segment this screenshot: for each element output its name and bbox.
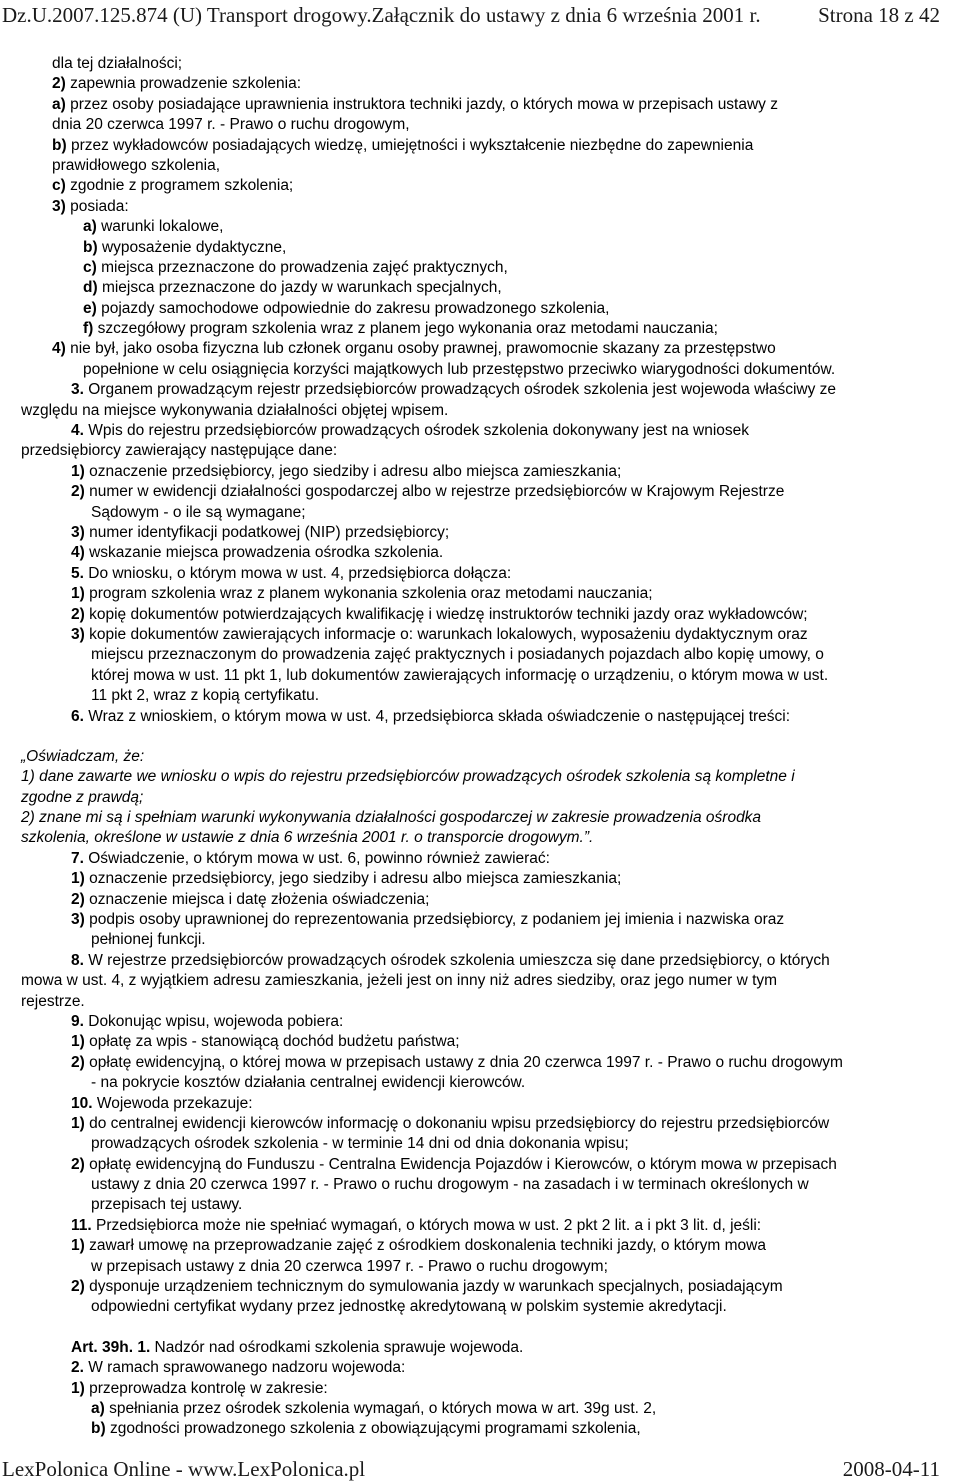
text-line — [21, 1012, 957, 1032]
line-text: opłatę ewidencyjną, o której mowa w przepisach ustawy z dnia 20 czerwca 1997 r. - Prawo o ruchu drogowym — [84, 1053, 843, 1071]
page-header — [2, 0, 940, 32]
page-number: Strona 18 z 42 — [818, 3, 940, 27]
text-line — [21, 564, 957, 584]
line-text: przepisach tej ustawy. — [91, 1196, 243, 1214]
line-text: przez osoby posiadające uprawnienia instruktora techniki jazdy, o których mowa w przepisach ustawy z — [65, 95, 778, 113]
line-text: popełnione w celu osiągnięcia korzyści majątkowych lub przestępstwo przeciwko wiarygodności dokumentów. — [83, 360, 836, 378]
line-text: opłatę za wpis - stanowiącą dochód budżetu państwa; — [84, 1033, 460, 1051]
line-text: oznaczenie miejsca i datę złożenia oświadczenia; — [84, 890, 430, 908]
text-line — [21, 74, 957, 94]
line-text: miejscu przeznaczonym do prowadzenia zajęć praktycznych i posiadanych pojazdach albo kopię umowy, o — [91, 646, 824, 664]
line-text: zgodnie z programem szkolenia; — [65, 177, 294, 195]
text-line — [21, 1236, 957, 1256]
item-number: 3) — [71, 625, 85, 643]
item-number: 2) — [71, 483, 85, 501]
line-text: zgodności prowadzonego szkolenia z obowiązującymi programami szkolenia, — [105, 1420, 641, 1438]
text-line — [21, 869, 957, 889]
text-line — [21, 1216, 957, 1236]
item-number: 1) — [71, 1237, 85, 1255]
text-line — [21, 1134, 957, 1154]
item-number: 3. — [71, 381, 84, 399]
text-line — [21, 686, 957, 706]
text-line — [21, 788, 957, 808]
item-number: 3) — [52, 197, 66, 215]
text-line — [21, 278, 957, 298]
text-line — [21, 747, 957, 767]
item-number: c) — [52, 177, 66, 195]
line-text: względu na miejsce wykonywania działalności objętej wpisem. — [21, 401, 449, 419]
text-line — [21, 197, 957, 217]
text-line — [21, 482, 957, 502]
text-line — [21, 1053, 957, 1073]
text-line — [21, 339, 957, 359]
text-line — [21, 1175, 957, 1195]
text-line — [21, 910, 957, 930]
line-text: nie był, jako osoba fizyczna lub członek organu osoby prawnej, prawomocnie skazany za przestępstwo — [65, 340, 776, 358]
text-line — [21, 258, 957, 278]
line-text: 2) znane mi są i spełniam warunki wykonywania działalności gospodarczej w zakresie prowadzenia ośrodka — [21, 809, 762, 827]
item-number: 5. — [71, 564, 84, 582]
line-text: Przedsiębiorca może nie spełniać wymagań, o których mowa w ust. 2 pkt 2 lit. a i pkt 3 lit. d, jeśli: — [91, 1216, 762, 1234]
text-line — [21, 299, 957, 319]
item-number: 1) — [71, 1379, 85, 1397]
item-number: 2) — [71, 605, 85, 623]
text-line — [21, 421, 957, 441]
item-number: 2) — [71, 1155, 85, 1173]
line-text: „Oświadczam, że: — [21, 747, 145, 765]
line-text: ustawy z dnia 20 czerwca 1997 r. - Prawo o ruchu drogowym - na zasadach i w terminach określonych w — [91, 1176, 809, 1194]
line-text: oznaczenie przedsiębiorcy, jego siedziby i adresu albo miejsca zamieszkania; — [84, 462, 622, 480]
line-text: zgodne z prawdą; — [21, 788, 144, 806]
text-line — [21, 401, 957, 421]
line-text: której mowa w ust. 11 pkt 1, lub dokumentów zawierających informację o urządzeniu, o którym mowa w ust. — [91, 666, 829, 684]
item-number: e) — [83, 299, 97, 317]
text-line — [21, 217, 957, 237]
line-text: zawarł umowę na przeprowadzanie zajęć z ośrodkiem doskonalenia techniki jazdy, o którym mowa — [84, 1237, 766, 1255]
line-text: dysponuje urządzeniem technicznym do symulowania jazdy w warunkach specjalnych, posiadającym — [84, 1278, 783, 1296]
item-number: f) — [83, 320, 94, 338]
text-line — [21, 156, 957, 176]
line-text: dnia 20 czerwca 1997 r. - Prawo o ruchu drogowym, — [52, 116, 410, 134]
line-text: szczegółowy program szkolenia wraz z planem jego wykonania oraz metodami nauczania; — [93, 320, 718, 338]
item-number: 11. — [71, 1216, 92, 1234]
page-footer — [2, 1457, 940, 1483]
item-number: a) — [83, 218, 97, 236]
line-text: numer identyfikacji podatkowej (NIP) przedsiębiorcy; — [84, 523, 450, 541]
text-line — [21, 1257, 957, 1277]
line-text: spełniania przez ośrodek szkolenia wymagań, o których mowa w art. 39g ust. 2, — [104, 1400, 657, 1417]
line-text: Wraz z wnioskiem, o którym mowa w ust. 4, przedsiębiorca składa oświadczenie o następującej treści: — [83, 707, 791, 725]
text-line — [21, 666, 957, 686]
text-line — [21, 523, 957, 543]
line-text: warunki lokalowe, — [96, 218, 224, 236]
item-number: 2) — [71, 890, 85, 908]
line-text: W ramach sprawowanego nadzoru wojewoda: — [83, 1359, 406, 1377]
text-line — [21, 808, 957, 828]
line-text: kopie dokumentów zawierających informacje o: warunkach lokalowych, wyposażeniu dydaktycznym oraz — [84, 625, 808, 643]
text-line — [21, 1338, 957, 1358]
line-text: Nadzór nad ośrodkami szkolenia sprawuje wojewoda. — [150, 1338, 524, 1356]
line-text: zapewnia prowadzenie szkolenia: — [65, 75, 302, 93]
item-number: 6. — [71, 707, 84, 725]
line-text: 1) dane zawarte we wniosku o wpis do rejestru przedsiębiorców prowadzących ośrodek szkolenia są kompletne i — [21, 768, 795, 786]
line-text: miejsca przeznaczone do jazdy w warunkach specjalnych, — [97, 279, 502, 297]
text-line — [21, 971, 957, 991]
text-line — [21, 380, 957, 400]
text-line — [21, 767, 957, 787]
line-text: Organem prowadzącym rejestr przedsiębiorców prowadzących ośrodek szkolenia jest wojewoda właściwy ze — [83, 381, 837, 399]
item-number: b) — [91, 1420, 106, 1438]
text-line — [21, 992, 957, 1012]
text-line — [21, 1399, 957, 1419]
line-text: posiada: — [65, 197, 129, 215]
line-text: miejsca przeznaczone do prowadzenia zajęć praktycznych, — [96, 258, 508, 276]
text-line — [21, 1114, 957, 1134]
line-text: prawidłowego szkolenia, — [52, 156, 221, 174]
item-number: 2) — [71, 1278, 85, 1296]
line-text: podpis osoby uprawnionej do reprezentowania przedsiębiorcy, z podaniem jej imienia i nazwiska oraz — [84, 911, 785, 929]
line-text: - na pokrycie kosztów działania centralnej ewidencji kierowców. — [91, 1074, 526, 1092]
item-number: a) — [91, 1400, 105, 1417]
text-line — [21, 136, 957, 156]
text-line — [21, 584, 957, 604]
line-text: przedsiębiorcy zawierający następujące dane: — [21, 442, 338, 460]
item-number: 3) — [71, 911, 85, 929]
text-line — [21, 462, 957, 482]
line-text: oznaczenie przedsiębiorcy, jego siedziby i adresu albo miejsca zamieszkania; — [84, 870, 622, 888]
item-number: 1) — [71, 585, 85, 603]
item-number: 10. — [71, 1094, 93, 1112]
text-line — [21, 707, 957, 727]
text-line — [21, 930, 957, 950]
item-number: 4. — [71, 422, 84, 440]
text-line — [21, 238, 957, 258]
text-line — [21, 1358, 957, 1378]
line-text: w przepisach ustawy z dnia 20 czerwca 1997 r. - Prawo o ruchu drogowym; — [91, 1257, 608, 1275]
item-number: c) — [83, 258, 97, 276]
text-line — [21, 1073, 957, 1093]
line-text: Do wniosku, o którym mowa w ust. 4, przedsiębiorca dołącza: — [83, 564, 512, 582]
text-line — [21, 1094, 957, 1114]
line-text: mowa w ust. 4, z wyjątkiem adresu zamieszkania, jeżeli jest on inny niż adres siedziby, oraz jego numer w tym — [21, 972, 778, 990]
line-text: Wojewoda przekazuje: — [92, 1094, 253, 1112]
line-text: opłatę ewidencyjną do Funduszu - Centralna Ewidencja Pojazdów i Kierowców, o którym mowa w przepisach — [84, 1155, 837, 1173]
line-text: przeprowadza kontrolę w zakresie: — [84, 1379, 328, 1397]
text-line — [21, 543, 957, 563]
text-line — [21, 625, 957, 645]
line-text: program szkolenia wraz z planem wykonania szkolenia oraz metodami nauczania; — [84, 585, 653, 603]
text-line — [21, 319, 957, 339]
item-number: Art. 39h. 1. — [71, 1338, 151, 1356]
item-number: 4) — [52, 340, 66, 358]
line-text: Wpis do rejestru przedsiębiorców prowadzących ośrodek szkolenia dokonywany jest na wniosek — [83, 422, 750, 440]
line-text: wyposażenie dydaktyczne, — [97, 238, 287, 256]
text-line — [21, 890, 957, 910]
text-line — [21, 1032, 957, 1052]
text-line — [21, 1277, 957, 1297]
text-line — [21, 115, 957, 135]
line-text: kopię dokumentów potwierdzających kwalifikację i wiedzę instruktorów techniki jazdy oraz wykładowców; — [84, 605, 808, 623]
text-line — [21, 1297, 957, 1317]
item-number: 1) — [71, 462, 85, 480]
line-text: do centralnej ewidencji kierowców informację o dokonaniu wpisu przedsiębiorcy do rejestru przedsiębiorców — [84, 1114, 830, 1132]
line-text: rejestrze. — [21, 992, 85, 1010]
item-number: d) — [83, 279, 98, 297]
text-line — [21, 441, 957, 461]
line-text: numer w ewidencji działalności gospodarczej albo w rejestrze przedsiębiorców w Krajowym Rejestrze — [84, 483, 785, 501]
text-line — [21, 503, 957, 523]
item-number: b) — [52, 136, 67, 154]
document-body — [21, 54, 957, 1440]
line-text: Sądowym - o ile są wymagane; — [91, 503, 306, 521]
paragraph-gap — [21, 727, 957, 747]
text-line — [21, 1195, 957, 1215]
item-number: 7. — [71, 849, 84, 867]
line-text: dla tej działalności; — [52, 55, 183, 72]
document-reference: Dz.U.2007.125.874 (U) Transport drogowy.Załącznik do ustawy z dnia 6 września 2001 r. — [2, 3, 761, 27]
item-number: 2) — [71, 1053, 85, 1071]
text-line — [21, 1419, 957, 1439]
item-number: 9. — [71, 1012, 84, 1030]
line-text: pełnionej funkcji. — [91, 931, 206, 949]
line-text: prowadzących ośrodek szkolenia - w terminie 14 dni od dnia dokonania wpisu; — [91, 1135, 629, 1153]
line-text: przez wykładowców posiadających wiedzę, umiejętności i wykształcenie niezbędne do zapewnienia — [66, 136, 754, 154]
footer-source: LexPolonica Online - www.LexPolonica.pl — [2, 1457, 366, 1481]
line-text: 11 pkt 2, wraz z kopią certyfikatu. — [91, 687, 320, 705]
line-text: wskazanie miejsca prowadzenia ośrodka szkolenia. — [84, 544, 444, 562]
item-number: 3) — [71, 523, 85, 541]
text-line — [21, 951, 957, 971]
item-number: 8. — [71, 951, 84, 969]
item-number: 4) — [71, 544, 85, 562]
item-number: a) — [52, 95, 66, 113]
item-number: 1) — [71, 1114, 85, 1132]
line-text: odpowiedni certyfikat wydany przez jednostkę akredytowaną w polskim systemie akredytacji. — [91, 1298, 727, 1316]
line-text: W rejestrze przedsiębiorców prowadzących ośrodek szkolenia umieszcza się dane przedsiębiorcy, o których — [83, 951, 830, 969]
text-line — [21, 1155, 957, 1175]
footer-date: 2008-04-11 — [842, 1457, 940, 1481]
text-line — [21, 1379, 957, 1399]
paragraph-gap — [21, 1318, 957, 1338]
text-line — [21, 828, 957, 848]
item-number: b) — [83, 238, 98, 256]
text-line — [21, 360, 957, 380]
line-text: szkolenia, określone w ustawie z dnia 6 września 2001 r. o transporcie drogowym.”. — [21, 829, 594, 847]
line-text: pojazdy samochodowe odpowiednie do zakresu prowadzonego szkolenia, — [96, 299, 610, 317]
text-line — [21, 176, 957, 196]
text-line — [21, 605, 957, 625]
item-number: 1) — [71, 1033, 85, 1051]
text-line — [21, 95, 957, 115]
line-text: Oświadczenie, o którym mowa w ust. 6, powinno również zawierać: — [83, 849, 550, 867]
item-number: 2) — [52, 75, 66, 93]
text-line — [21, 54, 957, 74]
line-text: Dokonując wpisu, wojewoda pobiera: — [83, 1012, 344, 1030]
text-line — [21, 645, 957, 665]
text-line — [21, 849, 957, 869]
item-number: 1) — [71, 870, 85, 888]
item-number: 2. — [71, 1359, 84, 1377]
